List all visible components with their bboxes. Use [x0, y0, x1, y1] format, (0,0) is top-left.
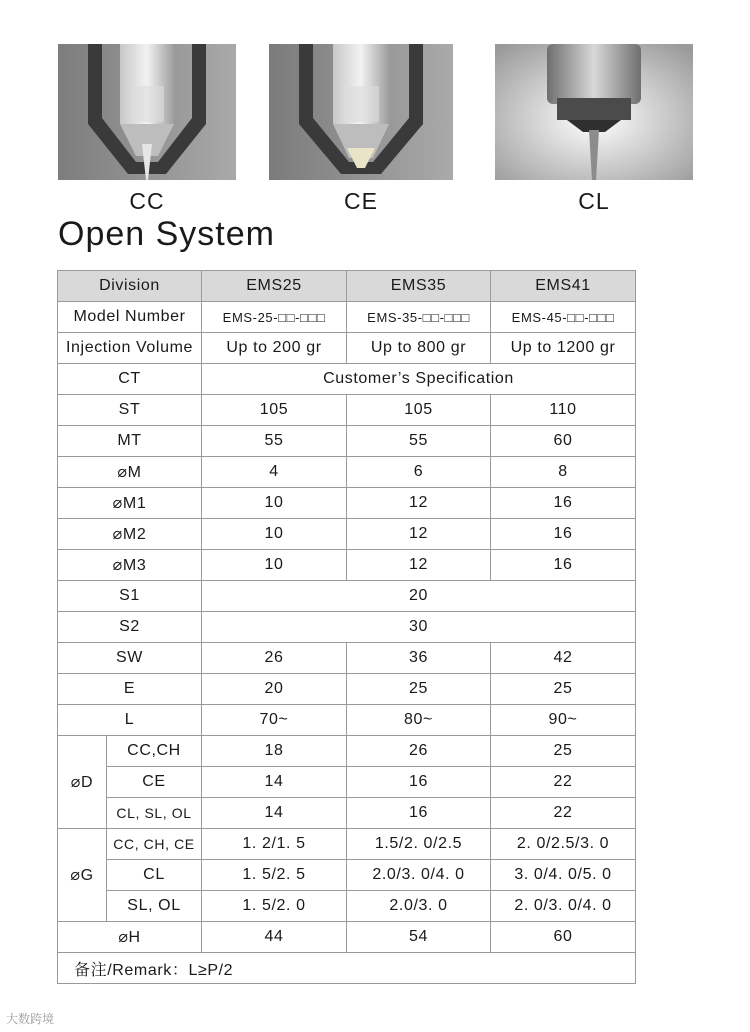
table-row — [58, 333, 636, 364]
cell: 90~ — [491, 705, 636, 736]
cell: 25 — [491, 736, 636, 767]
table-row — [58, 798, 636, 829]
cell: 105 — [202, 395, 347, 426]
cell: 2.0/3. 0 — [347, 891, 491, 922]
cell: 42 — [491, 643, 636, 674]
row-label: S2 — [58, 612, 202, 643]
cell: EMS-45-□□-□□□ — [491, 302, 636, 333]
cell: 60 — [491, 426, 636, 457]
cell: 70~ — [202, 705, 347, 736]
row-label: CC,CH — [107, 736, 202, 767]
cell: 16 — [491, 550, 636, 581]
table-row — [58, 891, 636, 922]
cell: 20 — [202, 674, 347, 705]
photo-ce — [269, 44, 453, 180]
photo-cl — [495, 44, 693, 180]
cell: 36 — [347, 643, 491, 674]
cell: 26 — [347, 736, 491, 767]
cell: 16 — [491, 519, 636, 550]
cell: Up to 200 gr — [202, 333, 347, 364]
cell: 10 — [202, 488, 347, 519]
cell: 22 — [491, 767, 636, 798]
group-label-g: ⌀G — [58, 829, 107, 922]
row-label: CL — [107, 860, 202, 891]
cell: 8 — [491, 457, 636, 488]
row-label: CC, CH, CE — [107, 829, 202, 860]
row-label: S1 — [58, 581, 202, 612]
cell: 25 — [347, 674, 491, 705]
row-label: CT — [58, 364, 202, 395]
row-label: CE — [107, 767, 202, 798]
cell: 25 — [491, 674, 636, 705]
cell: 1. 5/2. 0 — [202, 891, 347, 922]
table-row — [58, 364, 636, 395]
row-label: ⌀M2 — [58, 519, 202, 550]
cell: 6 — [347, 457, 491, 488]
row-label: ⌀M3 — [58, 550, 202, 581]
cell: 12 — [347, 519, 491, 550]
remark-row — [58, 953, 636, 984]
table-row — [58, 860, 636, 891]
cell: 55 — [202, 426, 347, 457]
cell: 1. 5/2. 5 — [202, 860, 347, 891]
cell: 14 — [202, 767, 347, 798]
header-ems41: EMS41 — [491, 271, 636, 302]
cell: 16 — [347, 767, 491, 798]
cell: 3. 0/4. 0/5. 0 — [491, 860, 636, 891]
cell: 14 — [202, 798, 347, 829]
cell: 30 — [202, 612, 636, 643]
cell: 10 — [202, 519, 347, 550]
table-row — [58, 550, 636, 581]
cell: 22 — [491, 798, 636, 829]
spec-table — [57, 270, 636, 984]
table-row — [58, 426, 636, 457]
cell: 16 — [347, 798, 491, 829]
row-label: Injection Volume — [58, 333, 202, 364]
row-label: SL, OL — [107, 891, 202, 922]
group-label-d: ⌀D — [58, 736, 107, 829]
table-row — [58, 457, 636, 488]
cell: 55 — [347, 426, 491, 457]
photo-cc — [58, 44, 236, 180]
table-row — [58, 488, 636, 519]
row-label: CL, SL, OL — [107, 798, 202, 829]
table-row — [58, 643, 636, 674]
cell: 16 — [491, 488, 636, 519]
row-label: SW — [58, 643, 202, 674]
row-label: MT — [58, 426, 202, 457]
cell: 12 — [347, 488, 491, 519]
row-label: ⌀H — [58, 922, 202, 953]
cell: 18 — [202, 736, 347, 767]
cell: 44 — [202, 922, 347, 953]
row-label: ⌀M1 — [58, 488, 202, 519]
remark-text: 备注/Remark：L≥P/2 — [58, 953, 636, 984]
table-row — [58, 674, 636, 705]
table-row — [58, 395, 636, 426]
cell: 4 — [202, 457, 347, 488]
cell: 12 — [347, 550, 491, 581]
table-header-row — [58, 271, 636, 302]
header-division: Division — [58, 271, 202, 302]
cell: 2. 0/2.5/3. 0 — [491, 829, 636, 860]
cell: 26 — [202, 643, 347, 674]
cell: 110 — [491, 395, 636, 426]
cell: 105 — [347, 395, 491, 426]
cell: 1.5/2. 0/2.5 — [347, 829, 491, 860]
header-ems25: EMS25 — [202, 271, 347, 302]
table-row — [58, 705, 636, 736]
cell: 10 — [202, 550, 347, 581]
table-row — [58, 767, 636, 798]
row-label: ⌀M — [58, 457, 202, 488]
cell: Up to 800 gr — [347, 333, 491, 364]
table-row — [58, 302, 636, 333]
cell: Up to 1200 gr — [491, 333, 636, 364]
row-label: E — [58, 674, 202, 705]
table-row — [58, 736, 636, 767]
header-ems35: EMS35 — [347, 271, 491, 302]
table-row — [58, 922, 636, 953]
caption-cl: CL — [578, 188, 610, 214]
cell: 20 — [202, 581, 636, 612]
caption-cc: CC — [129, 188, 165, 214]
cell: 54 — [347, 922, 491, 953]
table-row — [58, 829, 636, 860]
table-row — [58, 581, 636, 612]
table-row — [58, 519, 636, 550]
cell: 60 — [491, 922, 636, 953]
cell: EMS-35-□□-□□□ — [347, 302, 491, 333]
row-label: L — [58, 705, 202, 736]
table-row — [58, 612, 636, 643]
caption-ce: CE — [344, 188, 378, 214]
cell: 2. 0/3. 0/4. 0 — [491, 891, 636, 922]
watermark: 大数跨境 — [6, 1012, 55, 1026]
cell: 1. 2/1. 5 — [202, 829, 347, 860]
cell: 80~ — [347, 705, 491, 736]
row-label: Model Number — [58, 302, 202, 333]
cell: 2.0/3. 0/4. 0 — [347, 860, 491, 891]
page-title: Open System — [58, 215, 275, 253]
cell: EMS-25-□□-□□□ — [202, 302, 347, 333]
cell: Customer’s Specification — [202, 364, 636, 395]
row-label: ST — [58, 395, 202, 426]
